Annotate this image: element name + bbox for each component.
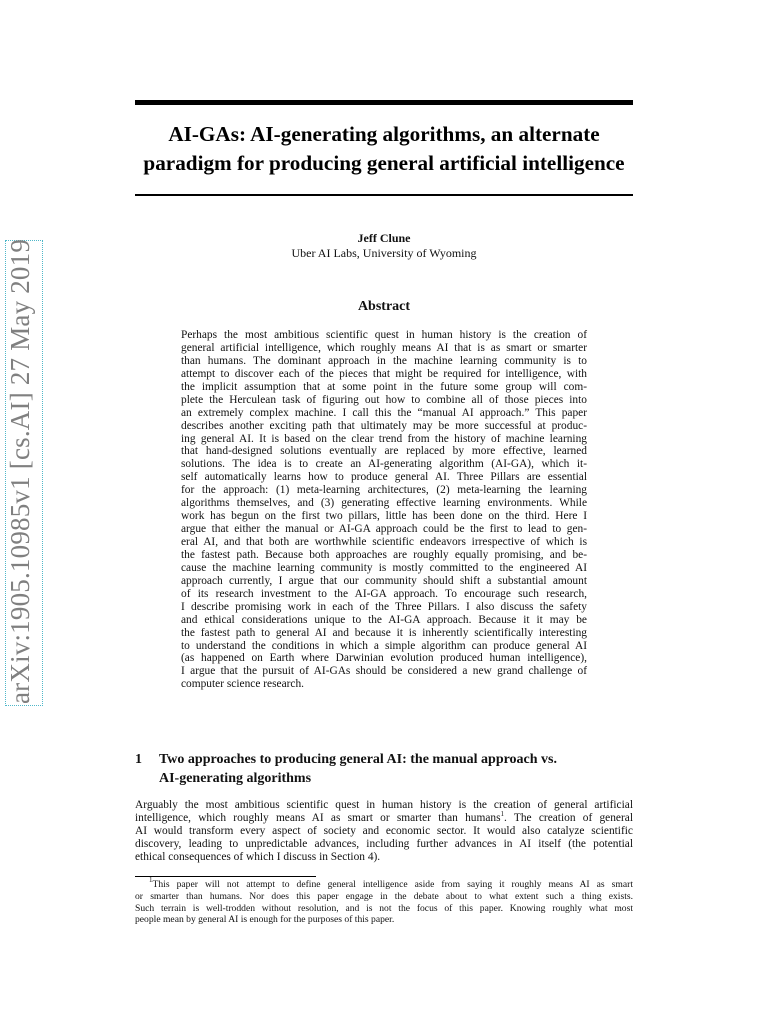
title-bottom-rule (135, 194, 633, 196)
footnote-line: Such terrain is well-trodden without resolution, and is not the focus of this paper. Knowing roughly what most (135, 902, 633, 914)
abstract-line: describes another exciting path that ultimately may be more successful at produc- (181, 419, 587, 432)
abstract-line: to understand the conditions in which a simple algorithm can produce general AI (181, 639, 587, 652)
footnote-line: or smarter than humans. Nor does this paper engage in the debate about to what extent such a thing exists. (135, 890, 633, 902)
abstract-line: the fastest path to general AI and because it is inherently scientifically interesting (181, 626, 587, 639)
body-line (135, 812, 633, 825)
body-line: Arguably the most ambitious scientific quest in human history is the creation of general artificial (135, 799, 633, 811)
paper-title (135, 120, 633, 178)
abstract-line: Perhaps the most ambitious scientific quest in human history is the creation of (181, 329, 587, 341)
abstract-line: solutions. The idea is to create an AI-generating algorithm (AI-GA), which it- (181, 458, 587, 471)
abstract-line: and ethical considerations unique to the AI-GA approach. Because it it may be (181, 613, 587, 626)
title-top-rule (135, 100, 633, 105)
footnote-line: people mean by general AI is enough for the purposes of this paper. (135, 914, 395, 926)
abstract-line: plete the Herculean task of figuring out how to combine all of those pieces into (181, 393, 587, 406)
abstract-body (181, 329, 587, 691)
abstract-line: work has begun on the first two pillars, little has been done on the third. Here I (181, 510, 587, 523)
body-line-text: intelligence, which roughly means AI as smart or smarter than humans (135, 812, 501, 825)
footnote (135, 876, 633, 926)
abstract-line: algorithms themselves, and (3) generating effective learning environments. While (181, 497, 587, 510)
abstract-line: I describe promising work in each of the Three Pillars. I also discuss the safety (181, 600, 587, 613)
paper-title-line: AI-GAs: AI-generating algorithms, an alternate (168, 122, 600, 146)
section-title-line: AI-generating algorithms (159, 771, 312, 786)
footnote-marker: 1 (149, 876, 153, 884)
author-block (135, 231, 633, 261)
abstract-line: an extremely complex machine. I call this the “manual AI approach.” This paper (181, 406, 587, 419)
abstract-line: self automatically learns how to produce general AI. Three Pillars are essential (181, 471, 587, 484)
body-line: discovery, leading to unpredictable advances, including further advances in AI itself (the potential (135, 838, 633, 851)
abstract-line: argue that either the manual or AI-GA approach could be the first to lead to gen- (181, 523, 587, 536)
abstract-line: for the approach: (1) meta-learning architectures, (2) meta-learning the learning (181, 484, 587, 497)
body-line-tail: . The creation of general (504, 812, 633, 825)
abstract-line: the fastest path. Because both approaches are roughly equally promising, and be- (181, 548, 587, 561)
section-number: 1 (135, 752, 142, 767)
author-affiliation: Uber AI Labs, University of Wyoming (291, 246, 477, 260)
abstract-line: ing general AI. It is based on the clear trend from the history of machine learning (181, 432, 587, 445)
abstract-line: attempt to discover each of the pieces that might be required for intelligence, with (181, 367, 587, 380)
abstract-line: of its research investment to the AI-GA approach. To encourage such research, (181, 587, 587, 600)
arxiv-identifier: arXiv:1905.10985v1 [cs.AI] 27 May 2019 (5, 238, 35, 704)
body-paragraph (135, 799, 633, 864)
abstract-line: cause the machine learning community is mostly committed to the engineered AI (181, 561, 587, 574)
abstract-line: than humans. The dominant approach in the machine learning community is to (181, 354, 587, 367)
footnote-rule (135, 876, 316, 877)
abstract-line: eral AI, and that both are worthwhile scientific endeavors irrespective of which is (181, 536, 587, 548)
section-title (159, 750, 633, 788)
abstract-line: approach currently, I argue that our community should shift a substantial amount (181, 574, 587, 587)
abstract-heading: Abstract (357, 299, 411, 314)
footnote-ref: 1 (500, 810, 505, 819)
section-title-line: Two approaches to producing general AI: the manual approach vs. (159, 752, 558, 767)
footnote-line-text: This paper will not attempt to define general intelligence aside from saying it roughly means AI as smart (152, 879, 633, 890)
body-line: ethical consequences of which I discuss in Section 4). (135, 851, 381, 864)
abstract-line: (as happened on Earth where Darwinian evolution produced human intelligence), (181, 652, 587, 665)
abstract-line: general artificial intelligence, which roughly means AI that is as smart or smarter (181, 341, 587, 354)
body-line: AI would transform every aspect of society and economic sector. It would also catalyze scientific (135, 825, 633, 838)
author-name: Jeff Clune (357, 231, 411, 245)
abstract-line: the implicit assumption that at some point in the future some group will com- (181, 380, 587, 393)
abstract-line: computer science research. (181, 678, 305, 691)
paper-title-line: paradigm for producing general artificial intelligence (143, 151, 625, 175)
abstract-line: that hand-designed solutions eventually are replaced by more effective, learned (181, 445, 587, 458)
abstract-line: I argue that the pursuit of AI-GAs should be considered a new grand challenge of (181, 665, 587, 678)
footnote-line (135, 876, 633, 891)
